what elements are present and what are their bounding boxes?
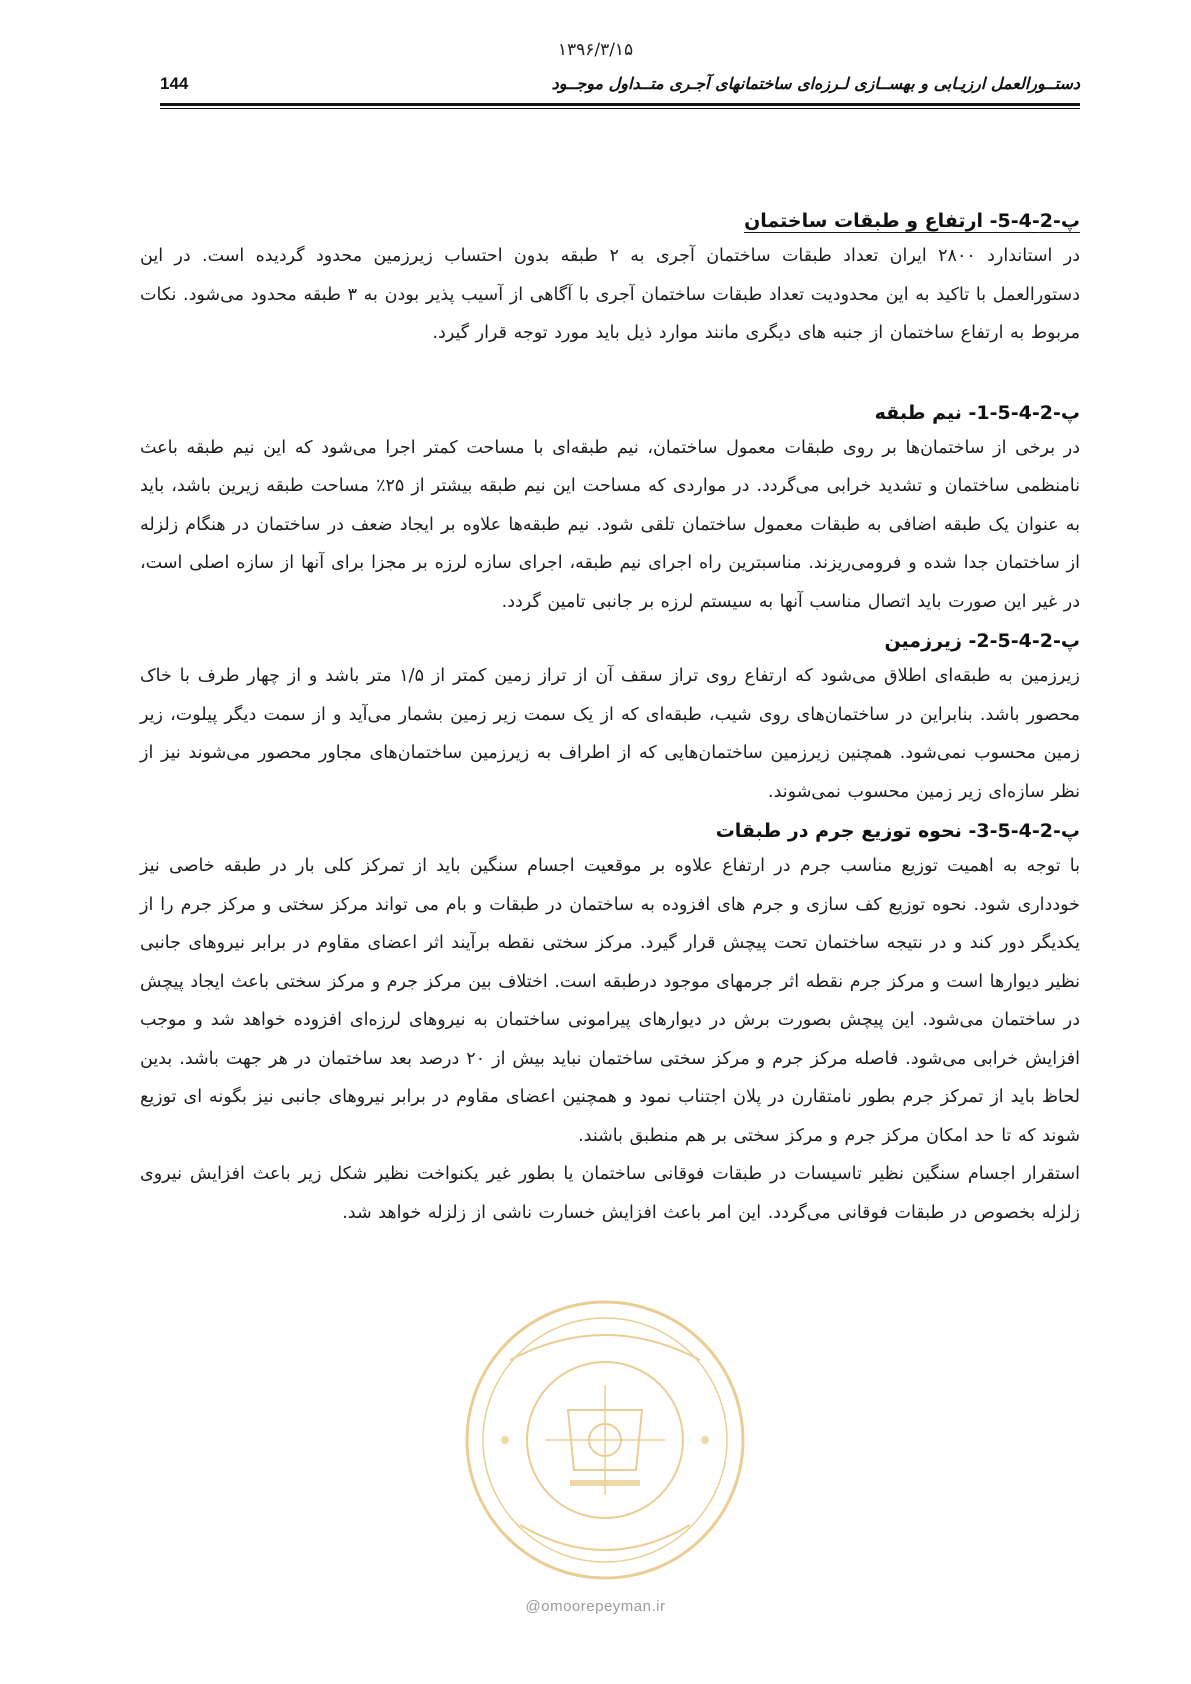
page-body (140, 205, 1080, 1232)
section-heading-mass-distribution: پ-2-4-5-3- نحوه توزیع جرم در طبقات (715, 820, 1080, 842)
section-heading-basement: پ-2-4-5-2- زیرزمین (884, 630, 1080, 652)
section-heading-height-and-stories: پ-2-4-5- ارتفاع و طبقات ساختمان (744, 210, 1080, 232)
paragraph: در برخی از ساختمان‌ها بر روی طبقات معمول ساختمان، نیم طبقه‌ای با مساحت کمتر اجرا می‌شود که این نیم طبقه باعث نامنظمی ساختمان و تشدید خرابی می‌گردد. در مواردی که مساحت این نیم طبقه بیشتر از ۲۵٪ مساحت طبقه زیرین باشد، باید به عنوان یک طبقه اضافی به طبقات معمول ساختمان تلقی شود. نیم طبقه‌ها علاوه بر ایجاد ضعف در ساختمان در هنگام زلزله از ساختمان جدا شده و فرومی‌ریزند. مناسبترین راه اجرای نیم طبقه، اجرای سازه لرزه بر مجزا برای آنها از سازه اصلی است، در غیر این صورت باید اتصال مناسب آنها به سیستم لرزه بر جانبی تامین گردد. (140, 437, 1080, 612)
section-heading-mezzanine: پ-2-4-5-1- نیم طبقه (874, 401, 1080, 424)
paragraph: با توجه به اهمیت توزیع مناسب جرم در ارتفاع علاوه بر موقعیت اجسام سنگین باید از تمرکز کلی بار در طبقه خاصی نیز خودداری شود. نحوه توزیع کف سازی و جرم های افزوده به ساختمان در طبقات و بام می تواند مرکز سختی و مرکز جرم را از یکدیگر دور کند و در نتیجه ساختمان تحت پیچش قرار گیرد. مرکز سختی نقطه برآیند اثر اعضای مقاوم در برابر نیروهای جانبی نظیر دیوارها است و مرکز جرم نقطه اثر جرمهای موجود درطبقه است. اختلاف بین مرکز جرم و مرکز سختی باعث ایجاد پیچش در ساختمان می‌شود. این پیچش بصورت برش در دیوارهای پیرامونی ساختمان به نیروهای لرزه‌ای افزوده خواهد شد و موجب افزایش خرابی می‌شود. فاصله مرکز جرم و مرکز سختی ساختمان نباید بیش از ۲۰ درصد بعد ساختمان در هر جهت باشد. بدین لحاظ باید از تمرکز جرم بطور نامتقارن در پلان اجتناب نمود و همچنین اعضای مقاوم در برابر نیروهای جانبی نیز بگونه ای توزیع شوند که تا حد امکان مرکز جرم و مرکز سختی بر هم منطبق باشند. (140, 856, 1080, 1146)
paragraph: زیرزمین به طبقه‌ای اطلاق می‌شود که ارتفاع روی تراز سقف آن از تراز زمین کمتر از ۱/۵ متر باشد و از چهار طرف با خاک محصور باشد. بنابراین در ساختمان‌های روی شیب، طبقه‌ای که از یک سمت زیر زمین بشمار می‌آید و از سمت دیگر پیلوت، زیر زمین محسوب نمی‌شود. همچنین زیرزمین ساختمان‌هایی که از اطراف به زیرزمین ساختمان‌های مجاور محصور می‌شوند نیز از نظر سازه‌ای زیر زمین محسوب نمی‌شوند. (140, 666, 1080, 802)
seal-watermark (450, 1290, 760, 1590)
paragraph: در استاندارد ۲۸۰۰ ایران تعداد طبقات ساختمان آجری به ۲ طبقه بدون احتساب زیرزمین محدود گردیده است. در این دستورالعمل با تاکید به این محدودیت تعداد طبقات ساختمان آجری با آگاهی از آسیب پذیر بودن به ۳ طبقه محدود می‌شود. نکات مربوط به ارتفاع ساختمان از جنبه های دیگری مانند موارد ذیل باید مورد توجه قرار گیرد. (140, 246, 1081, 343)
page-number: 144 (160, 74, 189, 93)
date-stamp: ۱۳۹۶/۳/۱۵ (557, 40, 634, 60)
watermark-caption: @omoorepeyman.ir (525, 1598, 666, 1615)
running-header (160, 66, 1080, 104)
paragraph: استقرار اجسام سنگین نظیر تاسیسات در طبقات فوقانی ساختمان یا بطور غیر یکنواخت نظیر شکل زیر باعث افزایش نیروی زلزله بخصوص در طبقات فوقانی می‌گردد. این امر باعث افزایش خسارت ناشی از زلزله خواهد شد. (140, 1164, 1080, 1223)
header-rule (160, 103, 1080, 109)
header-title: دستــورالعمل ارزیـابی و بهســازی لـرزه‌ای ساختمانهای آجـری متــداول موجــود (551, 74, 1080, 93)
